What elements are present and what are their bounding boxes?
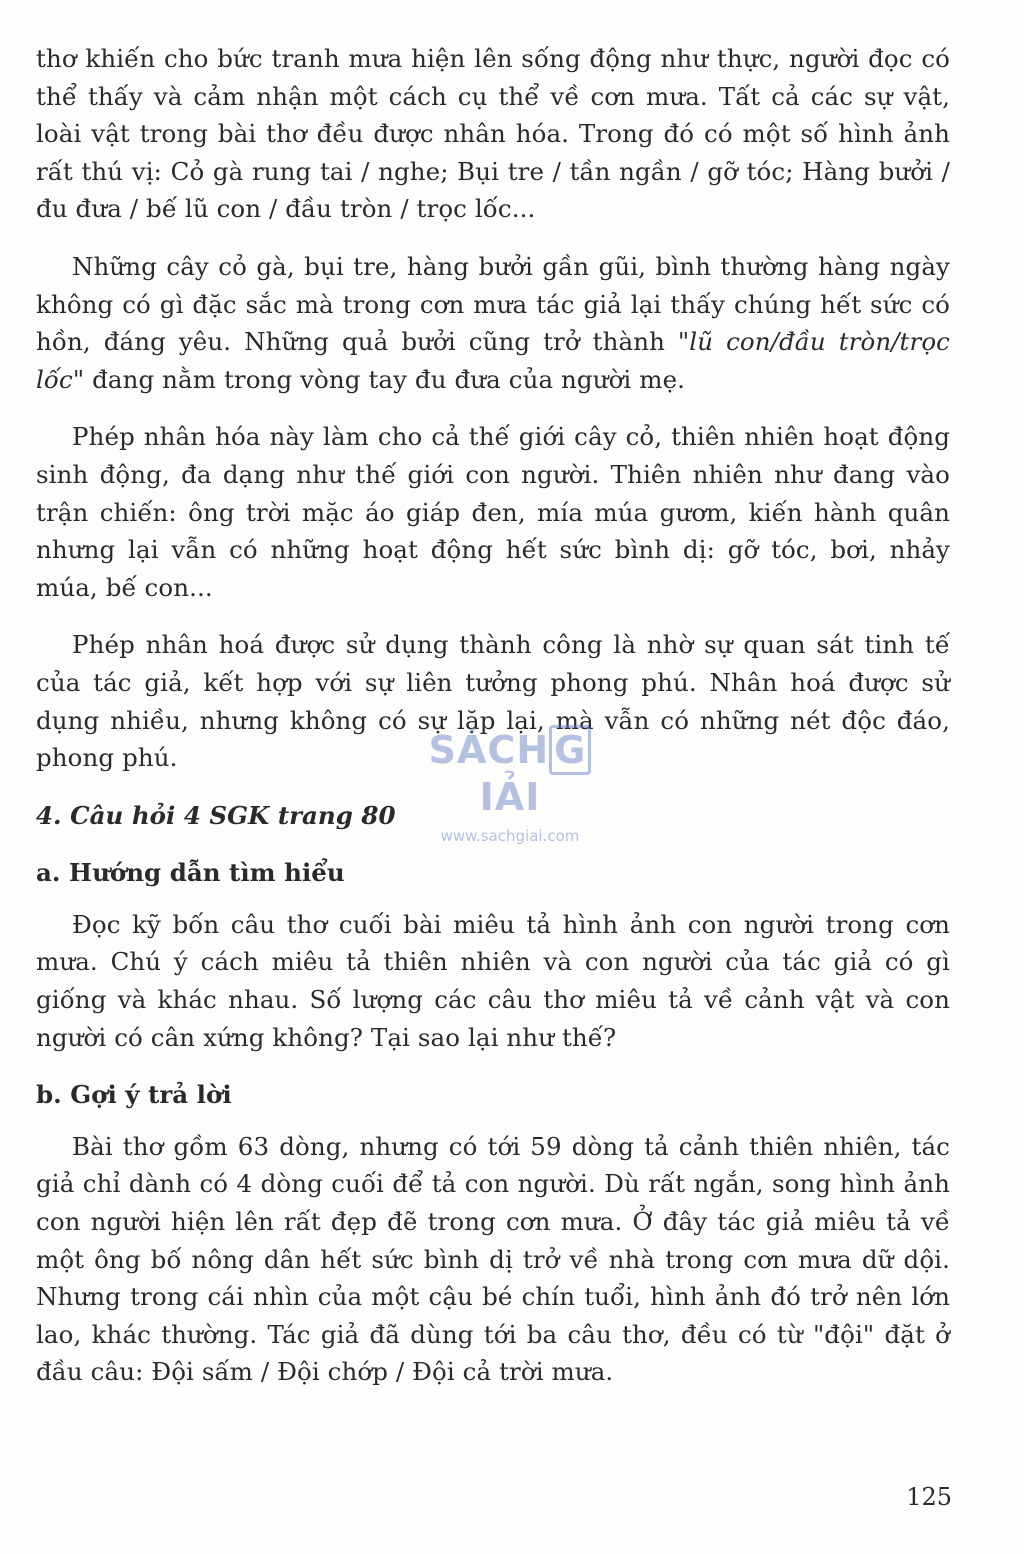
section-title: 4. Câu hỏi 4 SGK trang 80 (36, 800, 396, 830)
paragraph-2-text-a: Những cây cỏ gà, bụi tre, hàng bưởi gần gũi, bình thường hàng ngày không có gì đặc sắc mà trong cơn mưa tác giả lại thấy chúng hết sức có hồn, đáng yêu. Những quả bưởi cũng trở thành (36, 251, 950, 357)
watermark-logo-g: G (549, 725, 591, 775)
paragraph-3: Phép nhân hóa này làm cho cả thế giới cây cỏ, thiên nhiên hoạt động sinh động, đa dạng như thế giới con người. Thiên nhiên như đang vào trận chiến: ông trời mặc áo giáp đen, mía múa gươm, kiến hành quân nhưng lại vẫn có những hoạt động hết sức bình dị: gỡ tóc, bơi, nhảy múa, bế con... (36, 422, 950, 602)
paragraph-2 (36, 248, 950, 398)
paragraph-2-text-b: đang nằm trong vòng tay đu đưa của người mẹ. (92, 364, 686, 394)
watermark-url: www.sachgiai.com (440, 827, 580, 845)
paragraph-2-quote: "lũ con/đầu tròn/trọc lốc" (36, 327, 950, 394)
paragraph-b: Bài thơ gồm 63 dòng, nhưng có tới 59 dòng tả cảnh thiên nhiên, tác giả chỉ dành có 4 dòng cuối để tả con người. Dù rất ngắn, song hình ảnh con người hiện lên rất đẹp đẽ trong cơn mưa. Ở đây tác giả miêu tả về một ông bố nông dân hết sức bình dị trở về nhà trong cơn mưa dữ dội. Nhưng trong cái nhìn của một cậu bé chín tuổi, hình ảnh đó trở nên lớn lao, khác thường. Tác giả đã dùng tới ba câu thơ, đều có từ "đội" đặt ở đầu câu: Đội sấm / Đội chớp / Đội cả trời mưa. (36, 1131, 950, 1387)
watermark-logo-left: SÁCH (428, 728, 550, 772)
subsection-b-title: b. Gợi ý trả lời (36, 1080, 232, 1110)
subsection-a-title: a. Hướng dẫn tìm hiểu (36, 858, 345, 888)
paragraph-1: thơ khiến cho bức tranh mưa hiện lên sống động như thực, người đọc có thể thấy và cảm nhận một cách cụ thể về cơn mưa. Tất cả các sự vật, loài vật trong bài thơ đều được nhân hóa. Trong đó có một số hình ảnh rất thú vị: Cỏ gà rung tai / nghe; Bụi tre / tần ngần / gỡ tóc; Hàng bưởi / đu đưa / bế lũ con / đầu tròn / trọc lốc... (36, 44, 950, 224)
watermark-logo-right: IẢI (479, 775, 541, 819)
page-number: 125 (906, 1483, 952, 1511)
page-content (36, 40, 950, 1391)
paragraph-4: Phép nhân hoá được sử dụng thành công là nhờ sự quan sát tinh tế của tác giả, kết hợp với sự liên tưởng phong phú. Nhân hoá được sử dụng nhiều, nhưng không có sự lặp lại, mà vẫn có những nét độc đáo, phong phú. (36, 630, 950, 773)
paragraph-a: Đọc kỹ bốn câu thơ cuối bài miêu tả hình ảnh con người trong cơn mưa. Chú ý cách miêu tả thiên nhiên và con người của tác giả có gì giống và khác nhau. Số lượng các câu thơ miêu tả về cảnh vật và con người có cân xứng không? Tại sao lại như thế? (36, 909, 950, 1052)
